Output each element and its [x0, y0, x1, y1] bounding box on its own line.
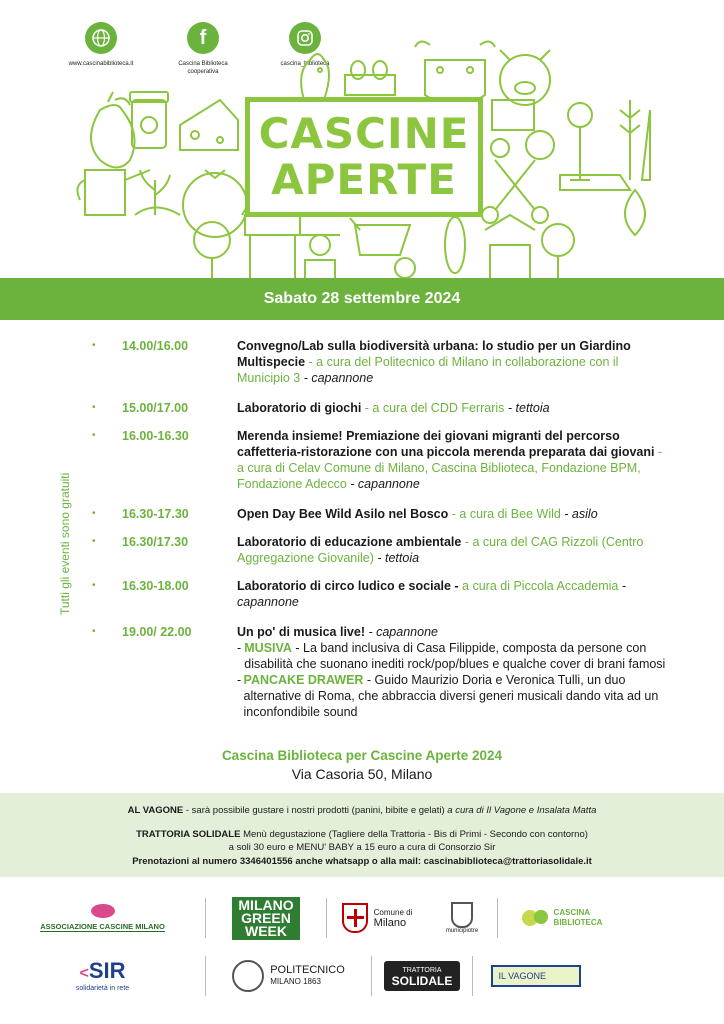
program-item: • 16.30-17.30 Open Day Bee Wild Asilo nel Bosco - a cura di Bee Wild - asilo	[92, 506, 672, 522]
associazione-cascine-logo: ASSOCIAZIONE CASCINE MILANO	[0, 904, 205, 932]
trattoria-solidale-logo: TRATTORIA SOLIDALE	[372, 961, 472, 991]
venue-name: Cascina Biblioteca per Cascine Aperte 2024	[221, 748, 503, 763]
music-item: - PANCAKE DRAWER - Guido Maurizio Doria e Veronica Tulli, un duo alternative di Roma, che abbraccia diversi generi musicali dando vita ad un inconfondibile sound	[237, 673, 659, 719]
event-time: 16.30/17.30	[122, 535, 189, 549]
venue-address: Via Casoria 50, Milano	[291, 766, 433, 782]
municipio-crest-icon	[451, 902, 473, 928]
booking-info[interactable]: Prenotazioni al numero 3346401556 anche whatsapp o alla mail: cascinabiblioteca@trattoriasolidale.it	[132, 856, 592, 867]
event-title	[245, 97, 483, 217]
politecnico-seal-icon	[232, 960, 264, 992]
title-line-2: APERTE	[271, 155, 457, 204]
event-desc: Laboratorio di educazione ambientale - a cura del CAG Rizzoli (Centro Aggregazione Giovanile) - tettoia	[237, 535, 644, 565]
program-item: • 16.30/17.30 Laboratorio di educazione ambientale - a cura del CAG Rizzoli (Centro Aggregazione Giovanile) - tettoia	[92, 534, 672, 566]
program-list	[92, 338, 672, 738]
trattoria-info: TRATTORIA SOLIDALE Menù degustazione (Tagliere della Trattoria - Bis di Primi - Secondo con contorno)	[136, 829, 588, 840]
event-time: 14.00/16.00	[122, 339, 189, 353]
program-item: • 16.30-18.00 Laboratorio di circo ludico e sociale - a cura di Piccola Accademia - capannone	[92, 578, 672, 610]
program-item	[92, 338, 672, 386]
event-desc: Open Day Bee Wild Asilo nel Bosco - a cura di Bee Wild - asilo	[237, 507, 598, 521]
program-item: • 19.00/ 22.00 Un po' di musica live! - capannone - MUSIVA - La band inclusiva di Casa Filippide, composta da persone con disabilità che suonano inediti rock/pop/blues e qualche cover di brani famosi - PANCAKE DRAWER - Guido Maurizio Doria e Veronica Tulli, un duo alternative di Roma, che abbraccia diversi generi musicali dando vita ad un inconfondibile sound	[92, 624, 672, 720]
social-label: www.cascinabiblioteca.it	[68, 61, 134, 67]
title-line-1: CASCINE	[258, 109, 470, 158]
event-desc: Convegno/Lab sulla biodiversità urbana: lo studio per un Giardino Multispecie - a cura del Politecnico di Milano in collaborazione con il Municipio 3 - capannone	[237, 339, 631, 385]
free-events-note: Tutti gli eventi sono gratuiti	[58, 472, 72, 615]
info-band	[0, 793, 724, 877]
event-time: 16.30-17.30	[122, 507, 189, 521]
program-item: • 15.00/17.00 Laboratorio di giochi - a cura del CDD Ferraris - tettoia	[92, 400, 672, 416]
politecnico-logo: POLITECNICO MILANO 1863	[206, 960, 371, 992]
il-vagone-logo: IL VAGONE	[473, 965, 598, 987]
date-band	[0, 278, 724, 320]
comune-crest-icon	[342, 903, 368, 933]
bullet: •	[92, 340, 96, 351]
event-desc: Laboratorio di giochi - a cura del CDD Ferraris - tettoia	[237, 401, 550, 415]
event-desc: Laboratorio di circo ludico e sociale - a cura di Piccola Accademia - capannone	[237, 579, 627, 609]
trattoria-price: a soli 30 euro e MENU' BABY a 15 euro a cura di Consorzio Sir	[228, 842, 496, 853]
event-time: 15.00/17.00	[122, 401, 189, 415]
social-label: Cascina Biblioteca cooperativa	[178, 61, 228, 75]
event-time: 19.00/ 22.00	[122, 625, 192, 639]
facebook-icon: f	[187, 22, 219, 54]
program-item: • 16.00-16.30 Merenda insieme! Premiazione dei giovani migranti del percorso caffetteria-ristorazione con una piccola merenda preparata dai giovani - a cura di Celav Comune di Milano, Cascina Biblioteca, Fondazione BPM, Fondazione Adecco - capannone	[92, 428, 672, 492]
cascina-biblioteca-logo: CASCINA BIBLIOTECA	[498, 908, 626, 928]
event-time: 16.30-18.00	[122, 579, 189, 593]
municipio-tre-logo: municipiotre	[427, 902, 497, 934]
social-label: cascina_biblioteca	[280, 61, 330, 67]
comune-milano-logo: Comune di Milano	[327, 903, 427, 933]
event-desc: Merenda insieme! Premiazione dei giovani migranti del percorso caffetteria-ristorazione con una piccola merenda preparata dai giovani - a cura di Celav Comune di Milano, Cascina Biblioteca, Fondazione BPM, Fondazione Adecco - capannone	[237, 429, 663, 491]
partner-logos-row-2	[0, 952, 724, 1000]
milano-green-week-logo: MILANO GREEN WEEK	[206, 897, 326, 940]
event-desc: Un po' di musica live! - capannone - MUSIVA - La band inclusiva di Casa Filippide, composta da persone con disabilità che suonano inediti rock/pop/blues e qualche cover di brani famosi - PANCAKE DRAWER - Guido Maurizio Doria e Veronica Tulli, un duo alternative di Roma, che abbraccia diversi generi musicali dando vita ad un inconfondibile sound	[237, 624, 672, 720]
event-time: 16.00-16.30	[122, 429, 189, 443]
event-date: Sabato 28 settembre 2024	[263, 290, 461, 307]
sir-logo: <SIR solidarietà in rete	[75, 958, 130, 992]
tree-icon	[522, 910, 548, 926]
vagone-info: AL VAGONE - sarà possibile gustare i nostri prodotti (panini, bibite e gelati) a cura di Il Vagone e Insalata Matta	[127, 805, 597, 816]
partner-logos-row-1	[0, 892, 724, 944]
music-item: - MUSIVA - La band inclusiva di Casa Filippide, composta da persone con disabilità che suonano inediti rock/pop/blues e qualche cover di brani famosi	[237, 641, 666, 671]
